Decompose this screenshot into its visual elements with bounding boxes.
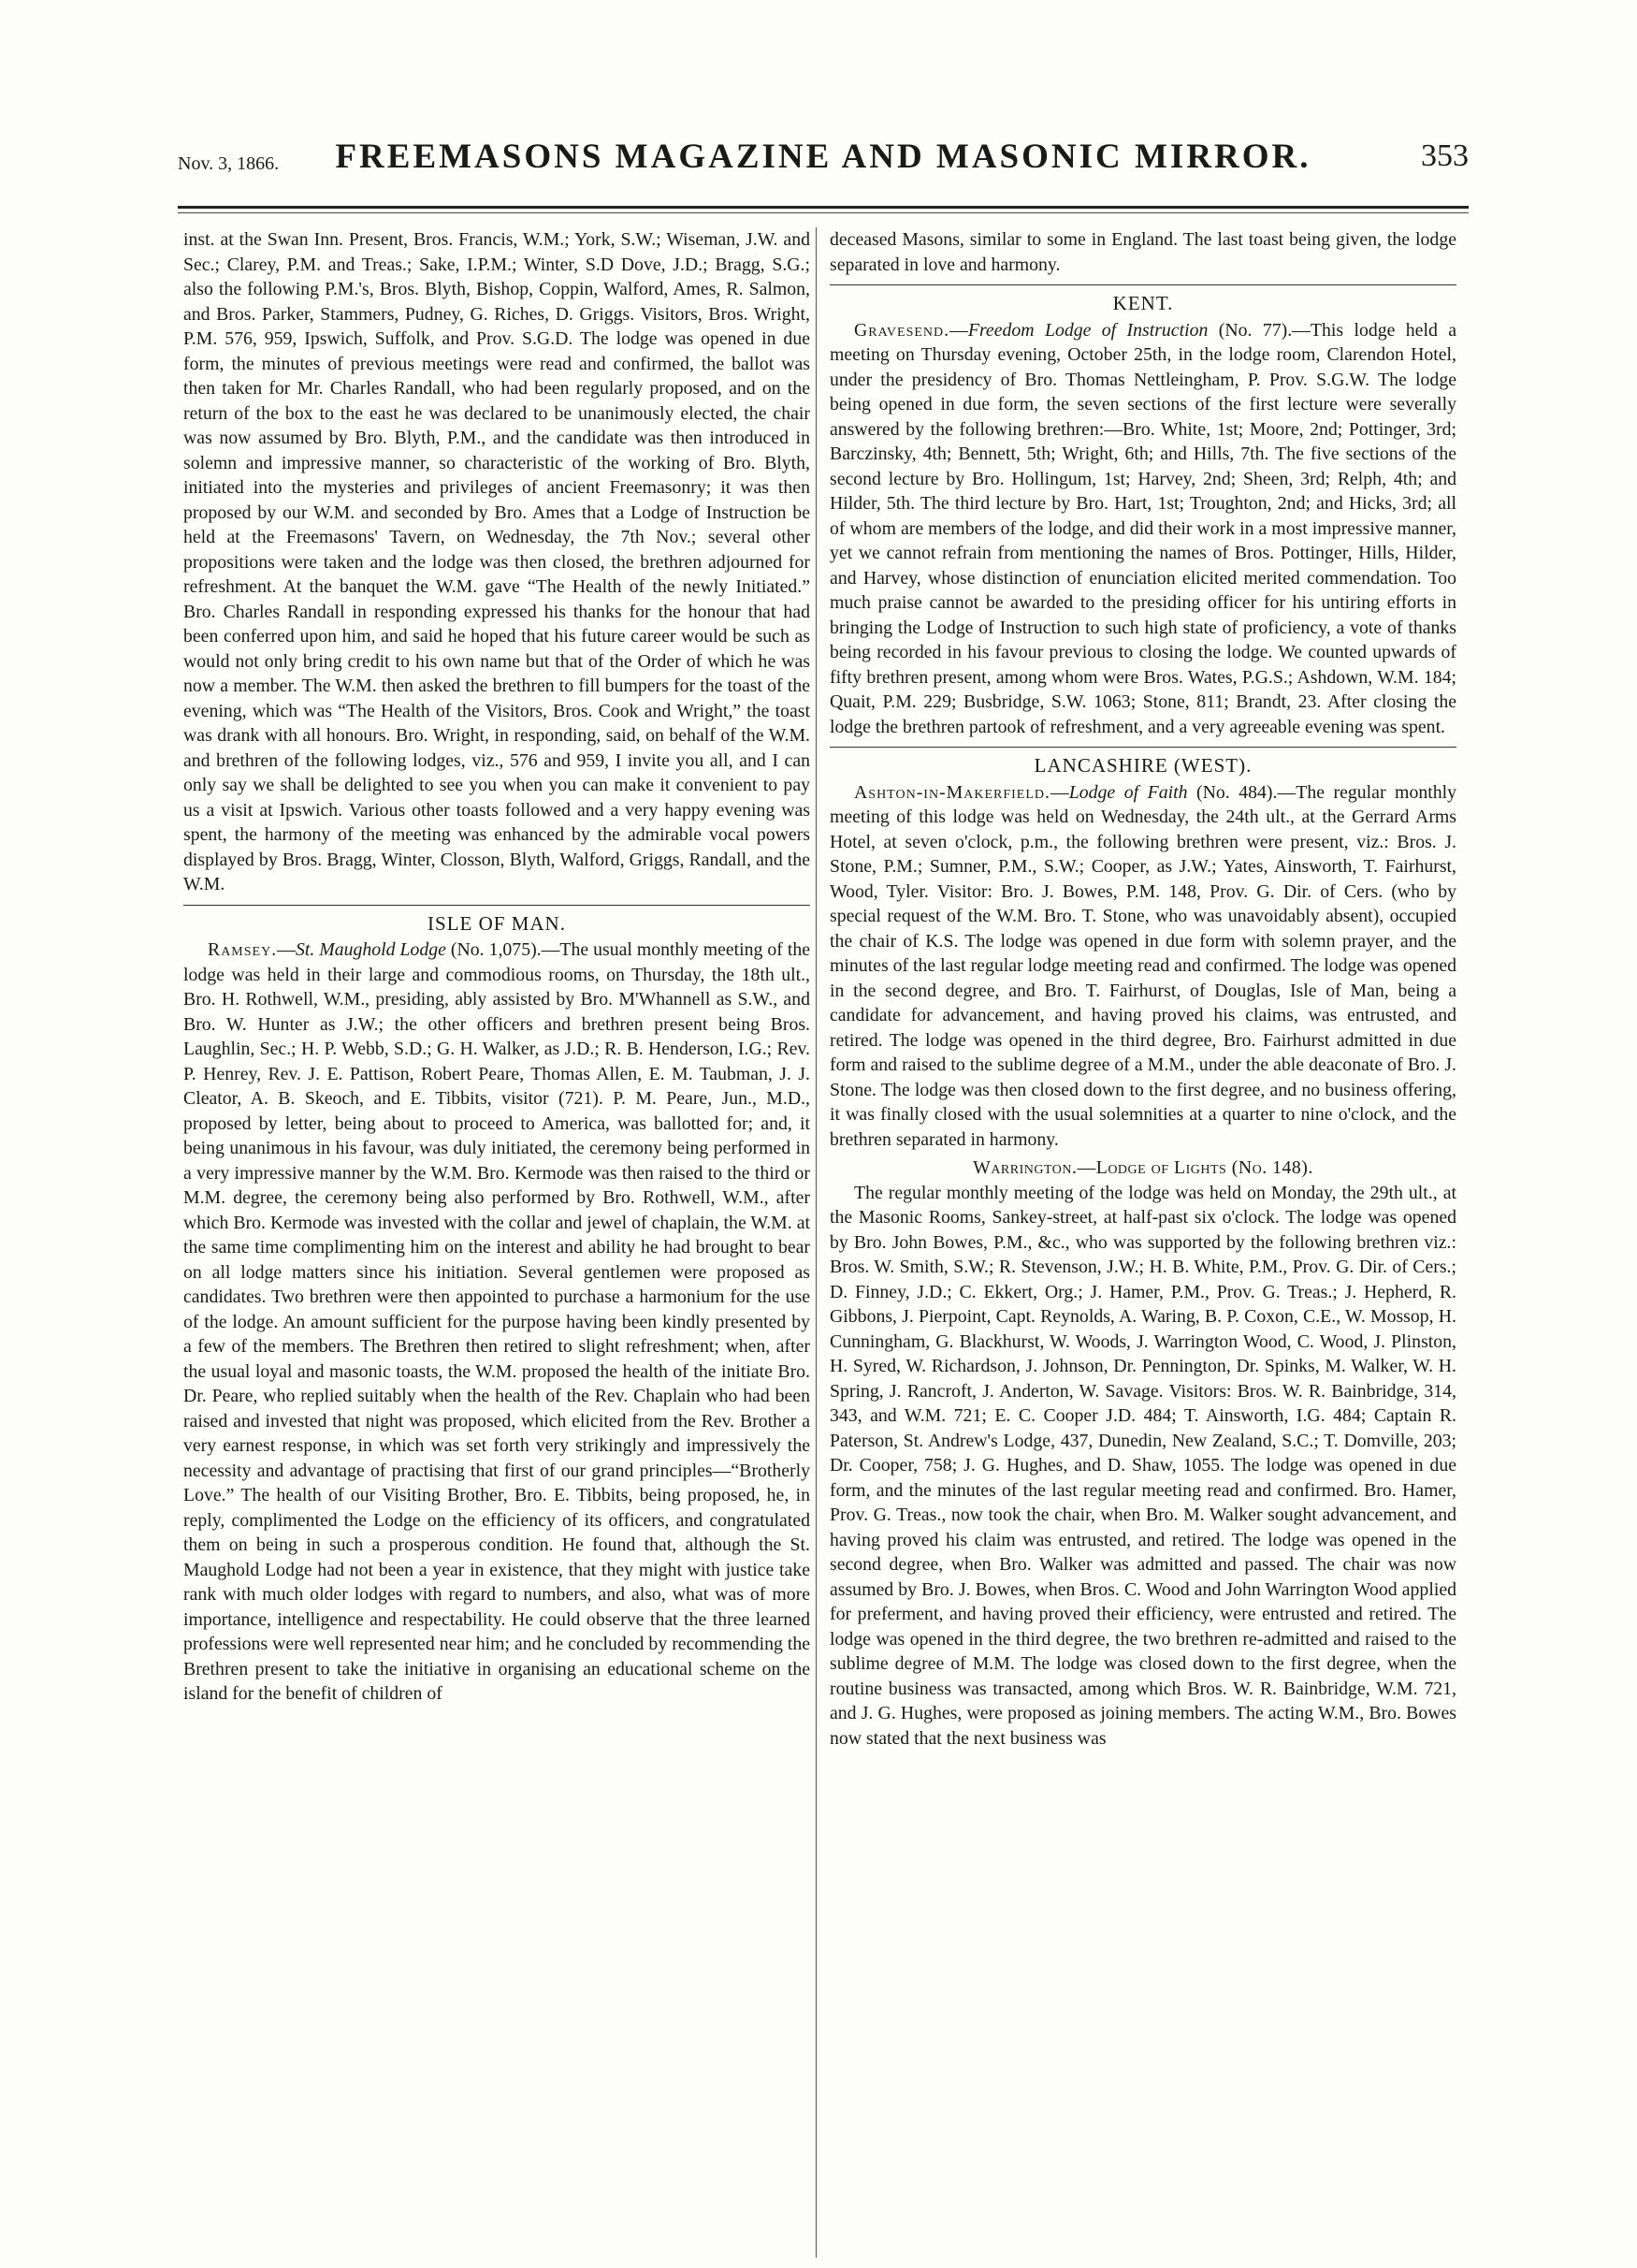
section-heading-lancashire-west: LANCASHIRE (WEST). [1034,754,1253,777]
section-divider [830,284,1456,285]
section-divider [830,747,1456,748]
report-body: (No. 1,075).—The usual monthly meeting of the lodge was held in their large and commodious rooms, on Thursday, the 18th ult., Bro. H. Rothwell, W.M., presiding, ably assisted by Bro. M'Whannell as S.W., and Bro. W. Hunter as J.W.; the other officers and brethren present being Bros. Laughlin, Sec.; H. P. Webb, S.D.; G. H. Walker, as J.D.; R. B. Henderson, I.G.; Rev. P. Henrey, Rev. J. E. Pattison, Robert Peare, Thomas Allen, E. M. Taubman, J. J. Cleator, A. B. Skeoch, and E. Tibbits, visitor (721). P. M. Peare, Jun., M.D., proposed by letter, being about to proceed to America, was ballotted for; and, it being unanimous in his favour, was duly initiated, the ceremony being performed in a very impressive manner by the W.M. Bro. Kermode was then raised to the third or M.M. degree, the ceremony being also performed by Bro. Rothwell, W.M., after which Bro. Kermode was invested with the collar and jewel of chaplain, the W.M. at the same time complimenting him on the interest and ability he had brought to bear on all lodge matters since his initiation. Several gentlemen were proposed as candidates. Two brethren were then appointed to purchase a harmonium for the use of the lodge. An amount sufficient for the purpose having been kindly presented by a few of the members. The Brethren then retired to slight refreshment; when, after the usual loyal and masonic toasts, the W.M. proposed the health of the initiate Bro. Dr. Peare, who replied suitably when the health of the Rev. Chaplain who had been raised and invested that night was proposed, which elicited from the Rev. Brother a very earnest response, in which was set forth very strikingly and impressively the necessity and advantage of practising that first of our grand principles—“Brotherly Love.” The health of our Visiting Brother, Bro. E. Tibbits, being proposed, he, in reply, complimented the Lodge on the efficiency of its officers, and congratulated them on being in such a prosperous condition. He found that, although the St. Maughold Lodge had not been a year in existence, that they might with justice take rank with much older lodges with regard to numbers, and also, what was of more importance, intelligence and respectability. He could observe that the three learned professions were well represented near him; and he concluded by recommending the Brethren present to take the initiative in organising an educational scheme on the island for the benefit of children of [183,939,810,1704]
ashton-report: Ashton-in-Makerfield.—Lodge of Faith (No. 484).—The regular monthly meeting of this lodge was held on Wednesday, the 24th ult., at the Gerrard Arms Hotel, at seven o'clock, p.m., the following brethren were present, viz.: Bros. J. Stone, P.M.; Sumner, P.M., S.W.; Cooper, as J.W.; Yates, Ainsworth, T. Fairhurst, Wood, Tyler. Visitor: Bro. J. Bowes, P.M. 148, Prov. G. Dir. of Cers. (who by special request of the W.M. Bro. T. Stone, who was unavoidably absent), occupied the chair of K.S. The lodge was opened in due form with solemn prayer, and the minutes of the last regular lodge meeting read and confirmed. The lodge was opened in the second degree, and Bro. T. Fairhurst, of Douglas, Isle of Man, being a candidate for advancement, and having proved his claims, was entrusted, and retired. The lodge was opened in the third degree, Bro. Fairhurst admitted in due form and raised to the sublime degree of a M.M., under the able deaconate of Bro. J. Stone. The lodge was then closed down to the first degree, and no business offering, it was finally closed with the usual solemnities at a quarter to nine o'clock, and the brethren separated in harmony. [830,781,1456,1150]
lodge-name: St. Maughold Lodge [295,939,446,960]
ramsey-report: Ramsey.—St. Maughold Lodge (No. 1,075).—The usual monthly meeting of the lodge was held in their large and commodious rooms, on Thursday, the 18th ult., Bro. H. Rothwell, W.M., presiding, ably assisted by Bro. M'Whannell as S.W., and Bro. W. Hunter as J.W.; the other officers and brethren present being Bros. Laughlin, Sec.; H. P. Webb, S.D.; G. H. Walker, as J.D.; R. B. Henderson, I.G.; Rev. P. Henrey, Rev. J. E. Pattison, Robert Peare, Thomas Allen, E. M. Taubman, J. J. Cleator, A. B. Skeoch, and E. Tibbits, visitor (721). P. M. Peare, Jun., M.D., proposed by letter, being about to proceed to America, was ballotted for; and, it being unanimous in his favour, was duly initiated, the ceremony being performed in a very impressive manner by the W.M. Bro. Kermode was then raised to the third or M.M. degree, the ceremony being also performed by Bro. Rothwell, W.M., after which Bro. Kermode was invested with the collar and jewel of chaplain, the W.M. at the same time complimenting him on the interest and ability he had brought to bear on all lodge matters since his initiation. Several gentlemen were proposed as candidates. Two brethren were then appointed to purchase a harmonium for the use of the lodge. An amount sufficient for the purpose having been kindly presented by a few of the members. The Brethren then retired to slight refreshment; when, after the usual loyal and masonic toasts, the W.M. proposed the health of the initiate Bro. Dr. Peare, who replied suitably when the health of the Rev. Chaplain who had been raised and invested that night was proposed, which elicited from the Rev. Brother a very earnest response, in which was set forth very strikingly and impressively the necessity and advantage of practising that first of our grand principles—“Brotherly Love.” The health of our Visiting Brother, Bro. E. Tibbits, being proposed, he, in reply, complimented the Lodge on the efficiency of its officers, and congratulated them on being in such a prosperous condition. He found that, although the St. Maughold Lodge had not been a year in existence, that they might with justice take rank with much older lodges with regard to numbers, and also, what was of more importance, intelligence and respectability. He could observe that the three learned professions were well represented near him; and he concluded by recommending the Brethren present to take the initiative in organising an educational scheme on the island for the benefit of children of [183,939,810,1704]
issue-date: Nov. 3, 1866. [178,153,280,174]
magazine-title: FREEMASONS MAGAZINE AND MASONIC MIRROR. [335,138,1311,176]
section-heading-kent: KENT. [1112,292,1174,314]
article-continuation: deceased Masons, similar to some in England. The last toast being given, the lodge separated in love and harmony. [830,229,1456,275]
warrington-heading: Warrington.—Lodge of Lights (No. 148). [973,1157,1313,1178]
warrington-report: The regular monthly meeting of the lodge was held on Monday, the 29th ult., at the Masonic Rooms, Sankey-street, at half-past six o'clock. The lodge was opened by Bro. John Bowes, P.M., &c., who was supported by the following brethren viz.: Bros. W. Smith, S.W.; R. Stevenson, J.W.; H. B. White, P.M., Prov. G. Dir. of Cers.; D. Finney, J.D.; C. Ekkert, Org.; J. Hamer, P.M., Prov. G. Treas.; J. Hepherd, R. Gibbons, J. Pierpoint, Capt. Reynolds, A. Waring, B. P. Coxon, C.E., W. Mossop, H. Cunningham, G. Blackhurst, W. Woods, J. Warrington Wood, C. Wood, J. Plinston, H. Syred, W. Richardson, J. Johnson, Dr. Pennington, Dr. Spinks, M. Walker, W. H. Spring, J. Rancroft, J. Anderton, W. Savage. Visitors: Bros. W. R. Bainbridge, 314, 343, and W.M. 721; E. C. Cooper J.D. 484; T. Ainsworth, I.G. 484; Captain R. Paterson, St. Andrew's Lodge, 437, Dunedin, New Zealand, S.C.; T. Domville, 203; Dr. Cooper, 758; J. G. Hughes, and D. Shaw, 1055. The lodge was opened in due form, and the minutes of the last regular meeting read and confirmed. Bro. Hamer, Prov. G. Treas., now took the chair, when Bro. M. Walker sought advancement, and having proved his claim was entrusted, and retired. The lodge was opened in the second degree, when Bro. Walker was admitted and passed. The chair was now assumed by Bro. J. Bowes, when Bros. C. Wood and John Warrington Wood applied for preferment, and having proved their efficiency, were entrusted and retired. The lodge was opened in the third degree, the two brethren re-admitted and raised to the sublime degree of M.M. The lodge was closed down to the first degree, when the routine business was transacted, among which Bros. W. R. Bainbridge, W.M. 721, and J. G. Hughes, were proposed as joining members. The acting W.M., Bro. Bowes now stated that the next business was [830,1182,1456,1749]
right-column [830,227,1456,1751]
place-name: Ramsey. [208,939,278,960]
page-number: 353 [1421,138,1469,173]
report-body: (No. 77).—This lodge held a meeting on Thursday evening, October 25th, in the lodge room, Clarendon Hotel, under the presidency of Bro. Thomas Nettleingham, P. Prov. S.G.W. The lodge being opened in due form, the seven sections of the first lecture were severally answered by the following brethren:—Bro. White, 1st; Moore, 2nd; Pottinger, 3rd; Barczinsky, 4th; Bennett, 5th; Wright, 6th; and Hills, 7th. The five sections of the second lecture by Bro. Hollingum, 1st; Harvey, 2nd; Sheen, 3rd; Relph, 4th; and Hilder, 5th. The third lecture by Bro. Hart, 1st; Troughton, 2nd; and Hicks, 3rd; all of whom are members of the lodge, and did their work in a most impressive manner, yet we cannot refrain from mentioning the names of Bros. Pottinger, Hills, Hilder, and Harvey, whose distinction of enunciation elicited merited commendation. Too much praise cannot be awarded to the presiding officer for his untiring efforts in bringing the Lodge of Instruction to such high state of proficiency, a vote of thanks being recorded in his favour previous to closing the lodge. We counted upwards of fifty brethren present, among whom were Bros. Wates, P.G.S.; Ashdown, W.M. 184; Quait, P.M. 229; Busbridge, S.W. 1063; Stone, 811; Brandt, 23. After closing the lodge the brethren partook of refreshment, and a very agreeable evening was spent. [830,319,1457,737]
article-continuation: inst. at the Swan Inn. Present, Bros. Francis, W.M.; York, S.W.; Wiseman, J.W. and Sec.; Clarey, P.M. and Treas.; Sake, I.P.M.; Winter, S.D Dove, J.D.; Bragg, S.G.; also the following P.M.'s, Bros. Blyth, Bishop, Coppin, Walford, Ames, R. Salmon, and Bros. Parker, Stammers, Pudney, G. Riches, D. Griggs. Visitors, Bros. Wright, P.M. 576, 959, Ipswich, Suffolk, and Prov. S.G.D. The lodge was opened in due form, the minutes of previous meetings were read and confirmed, the ballot was then taken for Mr. Charles Randall, who had been regularly proposed, and on the return of the box to the east he was declared to be unanimously elected, the chair was now assumed by Bro. Blyth, P.M., and the candidate was then introduced in solemn and impressive manner, so characteristic of the working of Bro. Blyth, initiated into the mysteries and privileges of ancient Freemasonry; it was then proposed by our W.M. and seconded by Bro. Ames that a Lodge of Instruction be held at the Freemasons' Tavern, on Wednesday, the 7th Nov.; several other propositions were taken and the lodge was then closed, the brethren adjourned for refreshment. At the banquet the W.M. gave “The Health of the newly Initiated.” Bro. Charles Randall in responding expressed his thanks for the honour that had been conferred upon him, and said he hoped that his future career would be such as would not only bring credit to his own name but that of the Order of which he was now a member. The W.M. then asked the brethren to fill bumpers for the toast of the evening, which was “The Health of the Visitors, Bros. Cook and Wright,” the toast was drank with all honours. Bro. Wright, in responding, said, on behalf of the W.M. and brethren of the following lodges, viz., 576 and 959, I invite you all, and I can only say we shall be delighted to see you when you can make it convenient to pay us a visit at Ipswich. Various other toasts followed and a very happy evening was spent, the harmony of the meeting was enhanced by the admirable vocal powers displayed by Bros. Bragg, Winter, Closson, Blyth, Walford, Griggs, Randall, and the W.M. [183,229,810,894]
report-body: (No. 484).—The regular monthly meeting of this lodge was held on Wednesday, the 24th ult., at the Gerrard Arms Hotel, at seven o'clock, p.m., the following brethren were present, viz.: Bros. J. Stone, P.M.; Sumner, P.M., S.W.; Cooper, as J.W.; Yates, Ainsworth, T. Fairhurst, Wood, Tyler. Visitor: Bro. J. Bowes, P.M. 148, Prov. G. Dir. of Cers. (who by special request of the W.M. Bro. T. Stone, who was unavoidably absent), occupied the chair of K.S. The lodge was opened in due form with solemn prayer, and the minutes of the last regular lodge meeting read and confirmed. The lodge was opened in the second degree, and Bro. T. Fairhurst, of Douglas, Isle of Man, being a candidate for advancement, and having proved his claims, was entrusted, and retired. The lodge was opened in the third degree, Bro. Fairhurst admitted in due form and raised to the sublime degree of a M.M., under the able deaconate of Bro. J. Stone. The lodge was then closed down to the first degree, and no business offering, it was finally closed with the usual solemnities at a quarter to nine o'clock, and the brethren separated in harmony. [830,781,1456,1150]
section-heading-isle-of-man: ISLE OF MAN. [427,911,566,935]
place-name: Ashton-in-Makerfield. [854,781,1050,803]
column-divider [816,227,817,2258]
page-header [178,129,1469,195]
section-divider [183,905,810,906]
left-column [183,227,810,1707]
header-rule [178,206,1469,209]
place-name: Gravesend. [854,319,950,341]
header-rule-thin [178,212,1469,213]
gravesend-report: Gravesend.—Freedom Lodge of Instruction (No. 77).—This lodge held a meeting on Thursday evening, October 25th, in the lodge room, Clarendon Hotel, under the presidency of Bro. Thomas Nettleingham, P. Prov. S.G.W. The lodge being opened in due form, the seven sections of the first lecture were severally answered by the following brethren:—Bro. White, 1st; Moore, 2nd; Pottinger, 3rd; Barczinsky, 4th; Bennett, 5th; Wright, 6th; and Hills, 7th. The five sections of the second lecture by Bro. Hollingum, 1st; Harvey, 2nd; Sheen, 3rd; Relph, 4th; and Hilder, 5th. The third lecture by Bro. Hart, 1st; Troughton, 2nd; and Hicks, 3rd; all of whom are members of the lodge, and did their work in a most impressive manner, yet we cannot refrain from mentioning the names of Bros. Pottinger, Hills, Hilder, and Harvey, whose distinction of enunciation elicited merited commendation. Too much praise cannot be awarded to the presiding officer for his untiring efforts in bringing the Lodge of Instruction to such high state of proficiency, a vote of thanks being recorded in his favour previous to closing the lodge. We counted upwards of fifty brethren present, among whom were Bros. Wates, P.G.S.; Ashdown, W.M. 184; Quait, P.M. 229; Busbridge, S.W. 1063; Stone, 811; Brandt, 23. After closing the lodge the brethren partook of refreshment, and a very agreeable evening was spent. [830,319,1457,737]
lodge-name: Lodge of Faith [1068,781,1188,803]
lodge-name: Freedom Lodge of Instruction [967,319,1209,341]
